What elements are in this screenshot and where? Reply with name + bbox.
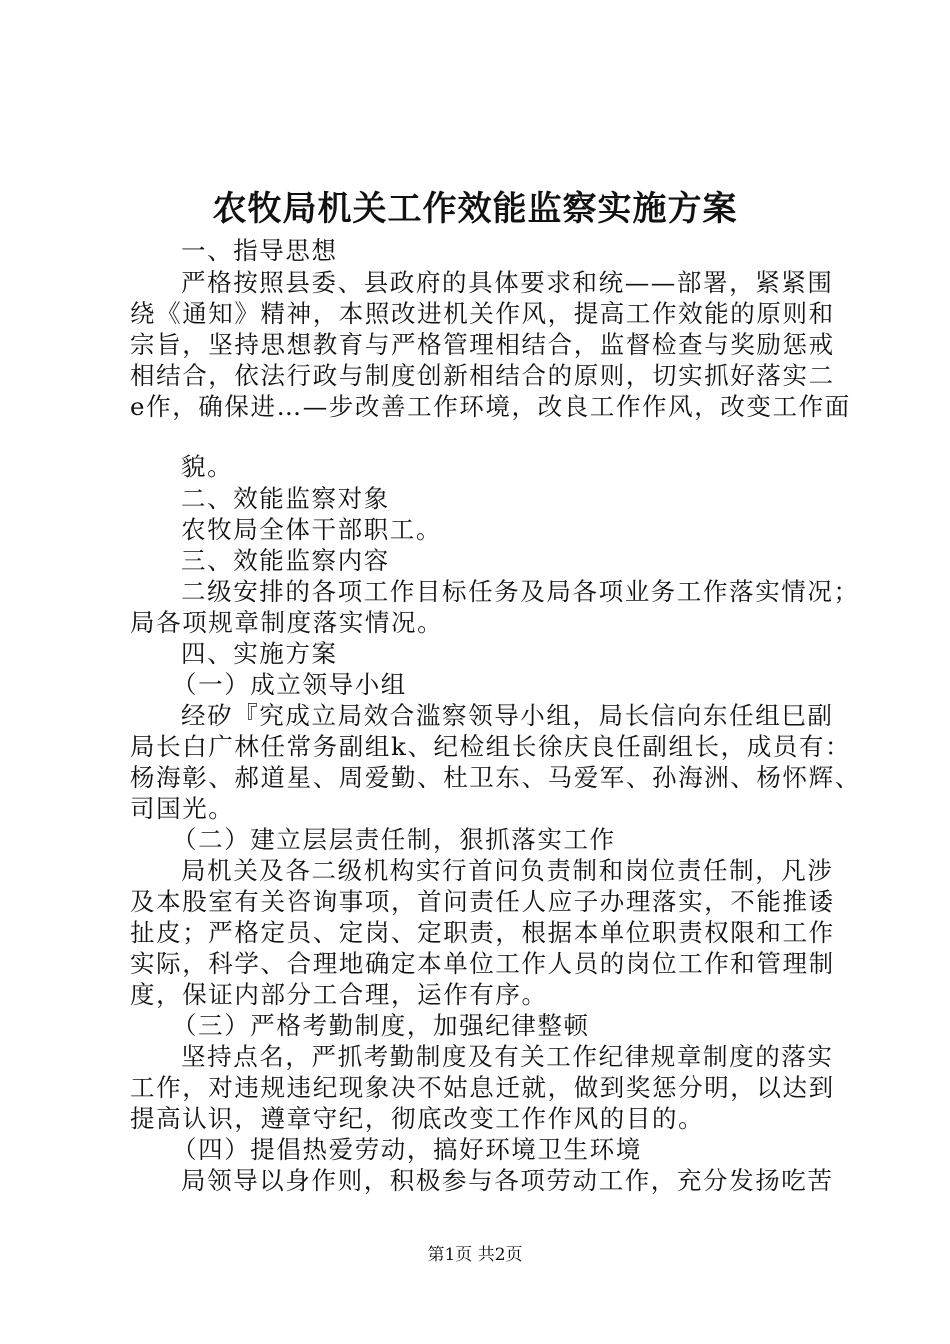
page-footer: 第1页 共2页 xyxy=(427,1245,523,1265)
paragraph-line: 局各项规章制度落实情况。 xyxy=(130,608,444,637)
section-heading: 二、效能监察对象 xyxy=(181,484,390,513)
paragraph-line: 绕《通知》精神，本照改进机关作风，提高工作效能的原则和 xyxy=(130,299,835,328)
paragraph-line: 局领导以身作则，积极参与各项劳动工作，充分发扬吃苦 xyxy=(181,1166,834,1195)
paragraph-line: 提高认识，遵章守纪，彻底改变工作作风的目的。 xyxy=(130,1104,705,1133)
subsection-heading: （一）成立领导小组 xyxy=(172,670,407,699)
paragraph-line: 二级安排的各项工作目标任务及局各项业务工作落实情况； xyxy=(181,577,860,606)
section-heading: 三、效能监察内容 xyxy=(181,546,390,575)
paragraph-line: 及本股室有关咨询事项，首问责任人应子办理落实，不能推诿 xyxy=(130,887,835,916)
paragraph-line: 扯皮；严格定员、定岗、定职责，根据本单位职责权限和工作 xyxy=(130,918,835,947)
paragraph-line: 局长白广林任常务副组k、纪检组长徐庆良任副组长，成员有： xyxy=(130,732,852,761)
subsection-heading: （三）严格考勤制度，加强纪律整顿 xyxy=(172,1011,590,1040)
paragraph-line: 貌。 xyxy=(181,452,234,481)
paragraph-line: 宗旨，坚持思想教育与严格管理相结合，监督检查与奖励惩戒 xyxy=(130,330,835,359)
subsection-heading: （二）建立层层责任制，狠抓落实工作 xyxy=(172,825,616,854)
section-heading: 四、实施方案 xyxy=(181,639,338,668)
paragraph-line: 经矽『究成立局效合滥察领导小组，局长信向东任组巳副 xyxy=(181,701,834,730)
paragraph-line: 司国光。 xyxy=(130,794,235,823)
paragraph-line: 杨海彰、郝道星、周爱勤、杜卫东、马爱军、孙海洲、杨怀辉、 xyxy=(130,763,861,792)
paragraph-line: 严格按照县委、县政府的具体要求和统——部署，紧紧围 xyxy=(181,268,834,297)
subsection-heading: （四）提倡热爱劳动，搞好环境卫生环境 xyxy=(172,1135,642,1164)
section-heading: 一、指导思想 xyxy=(181,236,338,265)
paragraph-line: 农牧局全体干部职工。 xyxy=(181,515,442,544)
paragraph-line: 工作，对违规违纪现象决不姑息迁就，做到奖惩分明，以达到 xyxy=(130,1073,835,1102)
paragraph-line: 局机关及各二级机构实行首问负责制和岗位责任制，凡涉 xyxy=(181,856,834,885)
paragraph-line: 度，保证内部分工合理，运作有序。 xyxy=(130,980,548,1009)
document-title: 农牧局机关工作效能监察实施方案 xyxy=(212,189,738,229)
paragraph-line: 坚持点名，严抓考勤制度及有关工作纪律规章制度的落实 xyxy=(181,1042,834,1071)
paragraph-line: e作，确保进…—步改善工作环境，改良工作作风，改变工作面 xyxy=(130,392,851,421)
paragraph-line: 实际，科学、合理地确定本单位工作人员的岗位工作和管理制 xyxy=(130,949,835,978)
paragraph-line: 相结合，依法行政与制度创新相结合的原则，切实抓好落实二 xyxy=(130,361,835,390)
